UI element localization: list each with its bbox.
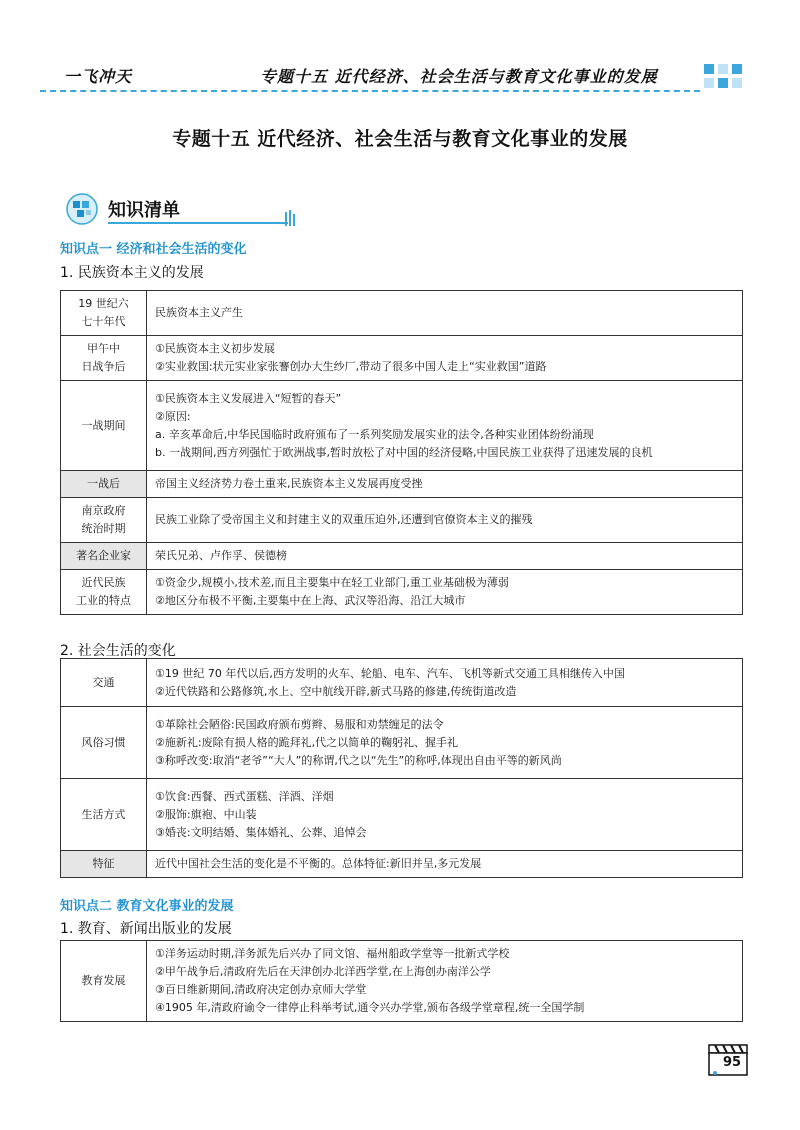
content-line: ①洋务运动时期,洋务派先后兴办了同文馆、福州船政学堂等一批新式学校 [155, 947, 510, 960]
content-line: ②地区分布极不平衡,主要集中在上海、武汉等沿海、沿江大城市 [155, 594, 466, 607]
content-line: ①民族资本主义发展进入“短暂的春天” [155, 391, 342, 405]
row-content-cell [147, 570, 743, 615]
content-line: ③称呼改变:取消“老爷”“大人”的称谓,代之以“先生”的称呼,体现出自由平等的新风尚 [155, 753, 562, 767]
table-row [61, 779, 743, 851]
row-label-line: 统治时期 [81, 522, 126, 535]
row-label-cell [61, 570, 147, 615]
row-label-line: 日战争后 [81, 360, 126, 373]
content-line: 近代中国社会生活的变化是不平衡的。总体特征:新旧并呈,多元发展 [155, 857, 482, 870]
running-header-title: 专题十五 近代经济、社会生活与教育文化事业的发展 [260, 67, 658, 86]
table-row [61, 471, 743, 498]
table-row [61, 336, 743, 381]
row-label-cell [61, 336, 147, 381]
table-national-capitalism [60, 290, 743, 615]
row-label-cell [61, 941, 147, 1022]
row-label-line: 南京政府 [81, 504, 126, 517]
content-line: ①19 世纪 70 年代以后,西方发明的火车、轮船、电车、汽车、飞机等新式交通工具相继传入中国 [155, 666, 625, 680]
content-line: ②近代铁路和公路修筑,水上、空中航线开辟,新式马路的修建,传统街道改造 [155, 684, 517, 698]
row-label-line: 特征 [92, 857, 115, 870]
table-row [61, 543, 743, 570]
subheading-education-press: 1. 教育、新闻出版业的发展 [60, 921, 232, 937]
table-row [61, 381, 743, 471]
checker-decoration-icon [700, 60, 748, 96]
table-row [61, 659, 743, 707]
table-row [61, 941, 743, 1022]
row-label-line: 一战期间 [81, 418, 126, 432]
knowledge-point-2-title: 知识点二 教育文化事业的发展 [60, 899, 234, 914]
row-label-cell [61, 851, 147, 878]
row-content-cell [147, 707, 743, 779]
page-number: 95 [723, 1055, 742, 1070]
row-content-cell [147, 659, 743, 707]
banner-underline [108, 222, 288, 224]
table-row [61, 707, 743, 779]
content-line: a. 辛亥革命后,中华民国临时政府颁布了一系列奖励发展实业的法令,各种实业团体纷纷涌现 [155, 427, 594, 441]
subheading-national-capitalism: 1. 民族资本主义的发展 [60, 265, 204, 281]
content-line: 荣氏兄弟、卢作孚、侯德榜 [155, 549, 287, 562]
page-header [40, 60, 745, 96]
row-label-cell [61, 381, 147, 471]
content-line: ②施新礼:废除有损人格的跪拜礼,代之以简单的鞠躬礼、握手礼 [155, 735, 459, 749]
row-label-line: 甲午中 [87, 342, 120, 355]
banner-bars-icon [284, 210, 296, 226]
row-label-cell [61, 543, 147, 570]
content-line: ②甲午战争后,清政府先后在天津创办北洋西学堂,在上海创办南洋公学 [155, 965, 491, 978]
row-content-cell [147, 779, 743, 851]
content-line: ③百日维新期间,清政府决定创办京师大学堂 [155, 983, 367, 996]
header-dashed-rule [40, 90, 700, 92]
table-row [61, 291, 743, 336]
table-row [61, 570, 743, 615]
content-line: ①革除社会陋俗:民国政府颁布剪辫、易服和劝禁缠足的法令 [155, 717, 444, 731]
row-label-cell [61, 498, 147, 543]
row-content-cell [147, 543, 743, 570]
section-banner [64, 192, 296, 226]
row-label-line: 教育发展 [81, 974, 126, 987]
content-line: ④1905 年,清政府谕令一律停止科举考试,通令兴办学堂,颁布各级学堂章程,统一全国学制 [155, 1001, 585, 1014]
row-label-line: 19 世纪六 [78, 297, 129, 310]
row-label-line: 著名企业家 [76, 549, 131, 562]
brand-logo-text: 一飞冲天 [64, 67, 133, 86]
content-line: ①民族资本主义初步发展 [155, 342, 275, 355]
content-line: b. 一战期间,西方列强忙于欧洲战事,暂时放松了对中国的经济侵略,中国民族工业获得了迅速发展的良机 [155, 445, 653, 459]
row-content-cell [147, 498, 743, 543]
row-content-cell [147, 851, 743, 878]
table-education [60, 940, 743, 1022]
knowledge-point-1-title: 知识点一 经济和社会生活的变化 [60, 242, 247, 257]
content-line: 民族资本主义产生 [155, 306, 243, 319]
row-content-cell [147, 381, 743, 471]
row-label-cell [61, 471, 147, 498]
content-line: ②实业救国:状元实业家张謇创办大生纱厂,带动了很多中国人走上“实业救国”道路 [155, 360, 547, 373]
row-label-line: 近代民族 [81, 576, 126, 589]
table-row [61, 851, 743, 878]
row-label-line: 七十年代 [81, 315, 126, 328]
content-line: ②原因: [155, 409, 191, 423]
row-label-cell [61, 779, 147, 851]
row-content-cell [147, 941, 743, 1022]
table-row [61, 498, 743, 543]
content-line: ③婚丧:文明结婚、集体婚礼、公葬、追悼会 [155, 825, 367, 839]
row-content-cell [147, 336, 743, 381]
row-label-line: 工业的特点 [76, 594, 131, 607]
page-title: 专题十五 近代经济、社会生活与教育文化事业的发展 [172, 128, 628, 150]
row-label-cell [61, 659, 147, 707]
row-label-cell [61, 291, 147, 336]
content-line: 帝国主义经济势力卷土重来,民族资本主义发展再度受挫 [155, 477, 423, 490]
row-label-cell [61, 707, 147, 779]
page-number-badge [707, 1043, 749, 1077]
content-line: 民族工业除了受帝国主义和封建主义的双重压迫外,还遭到官僚资本主义的摧残 [155, 513, 533, 526]
row-content-cell [147, 291, 743, 336]
row-label-line: 一战后 [87, 477, 120, 490]
table-social-life [60, 658, 743, 878]
row-label-line: 生活方式 [81, 807, 126, 821]
puzzle-cube-icon [64, 192, 100, 226]
content-line: ①饮食:西餐、西式蛋糕、洋酒、洋烟 [155, 789, 334, 803]
row-label-line: 交通 [92, 675, 115, 689]
section-banner-label: 知识清单 [108, 200, 180, 221]
row-content-cell [147, 471, 743, 498]
subheading-social-life: 2. 社会生活的变化 [60, 643, 176, 659]
row-label-line: 风俗习惯 [81, 735, 126, 749]
content-line: ②服饰:旗袍、中山装 [155, 807, 257, 821]
content-line: ①资金少,规模小,技术差,而且主要集中在轻工业部门,重工业基础极为薄弱 [155, 576, 509, 589]
